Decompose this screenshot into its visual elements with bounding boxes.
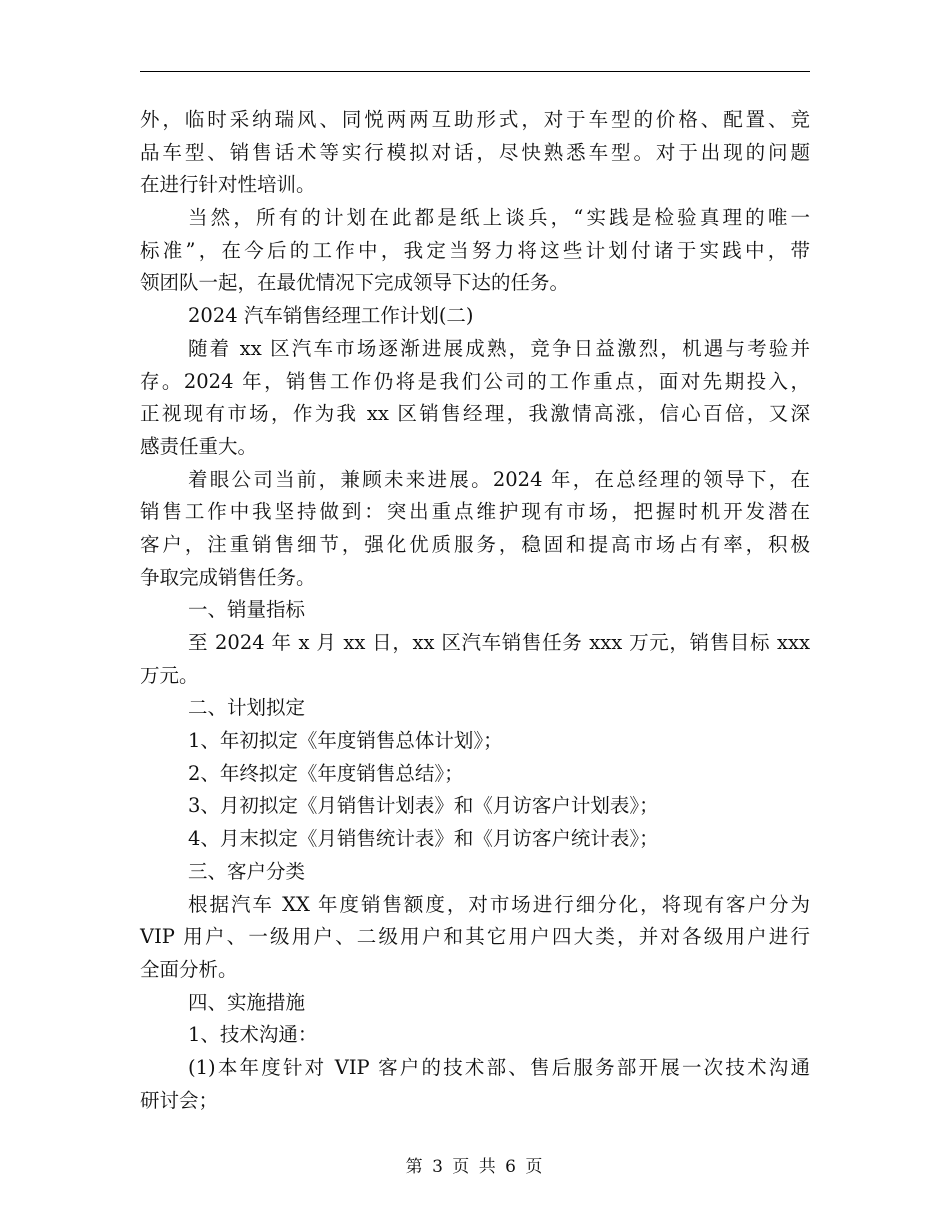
- text-line: 四、实施措施: [188, 990, 306, 1014]
- text-line: 销售工作中我坚持做到：突出重点维护现有市场，把握时机开发潜在: [140, 500, 810, 524]
- text-line: 万元。: [140, 663, 199, 687]
- text-line: 存。2024 年，销售工作仍将是我们公司的工作重点，面对先期投入，: [140, 369, 810, 393]
- text-line: 二、计划拟定: [188, 696, 306, 720]
- text-line: 1、技术沟通：: [188, 1023, 318, 1047]
- text-line: 研讨会；: [140, 1088, 219, 1112]
- text-line: 在进行针对性培训。: [140, 173, 316, 197]
- text-line: 4、月末拟定《月销售统计表》和《月访客户统计表》；: [188, 827, 659, 851]
- text-line: 外，临时采纳瑞风、同悦两两互助形式，对于车型的价格、配置、竞: [140, 108, 810, 131]
- text-line: 2024 汽车销售经理工作计划(二): [188, 304, 474, 328]
- text-line: 品车型、销售话术等实行模拟对话，尽快熟悉车型。对于出现的问题: [140, 140, 810, 164]
- text-line: 客户，注重销售细节，强化优质服务，稳固和提高市场占有率，积极: [140, 532, 810, 556]
- text-line: 感责任重大。: [140, 434, 258, 458]
- text-line: 三、客户分类: [188, 859, 306, 883]
- header-rule: [140, 71, 810, 72]
- text-line: 着眼公司当前，兼顾未来进展。2024 年，在总经理的领导下，在: [188, 467, 810, 491]
- text-line: 领团队一起，在最优情况下完成领导下达的任务。: [140, 271, 570, 295]
- text-line: 至 2024 年 x 月 xx 日，xx 区汽车销售任务 xxx 万元，销售目标 xxx: [188, 631, 810, 654]
- text-line: 根据汽车 XX 年度销售额度，对市场进行细分化，将现有客户分为: [188, 892, 810, 916]
- text-line: (1)本年度针对 VIP 客户的技术部、售后服务部开展一次技术沟通: [188, 1055, 810, 1079]
- document-body: [140, 104, 810, 1117]
- text-line: VIP 用户、一级用户、二级用户和其它用户四大类，并对各级用户进行: [140, 925, 810, 949]
- text-line: 3、月初拟定《月销售计划表》和《月访客户计划表》；: [188, 794, 659, 818]
- text-line: 一、销量指标: [188, 598, 306, 622]
- text-line: 正视现有市场，作为我 xx 区销售经理，我激情高涨，信心百倍，又深: [140, 402, 810, 426]
- text-line: 全面分析。: [140, 957, 238, 981]
- text-line: 随着 xx 区汽车市场逐渐进展成熟，竞争日益激烈，机遇与考验并: [188, 336, 810, 360]
- text-line: 当然，所有的计划在此都是纸上谈兵，“实践是检验真理的唯一: [188, 206, 810, 230]
- text-line: 2、年终拟定《年度销售总结》；: [188, 761, 464, 785]
- page-footer: 第 3 页 共 6 页: [405, 1157, 545, 1177]
- text-line: 标准”，在今后的工作中，我定当努力将这些计划付诸于实践中，带: [140, 238, 810, 262]
- text-line: 1、年初拟定《年度销售总体计划》；: [188, 729, 503, 753]
- text-line: 争取完成销售任务。: [140, 565, 316, 589]
